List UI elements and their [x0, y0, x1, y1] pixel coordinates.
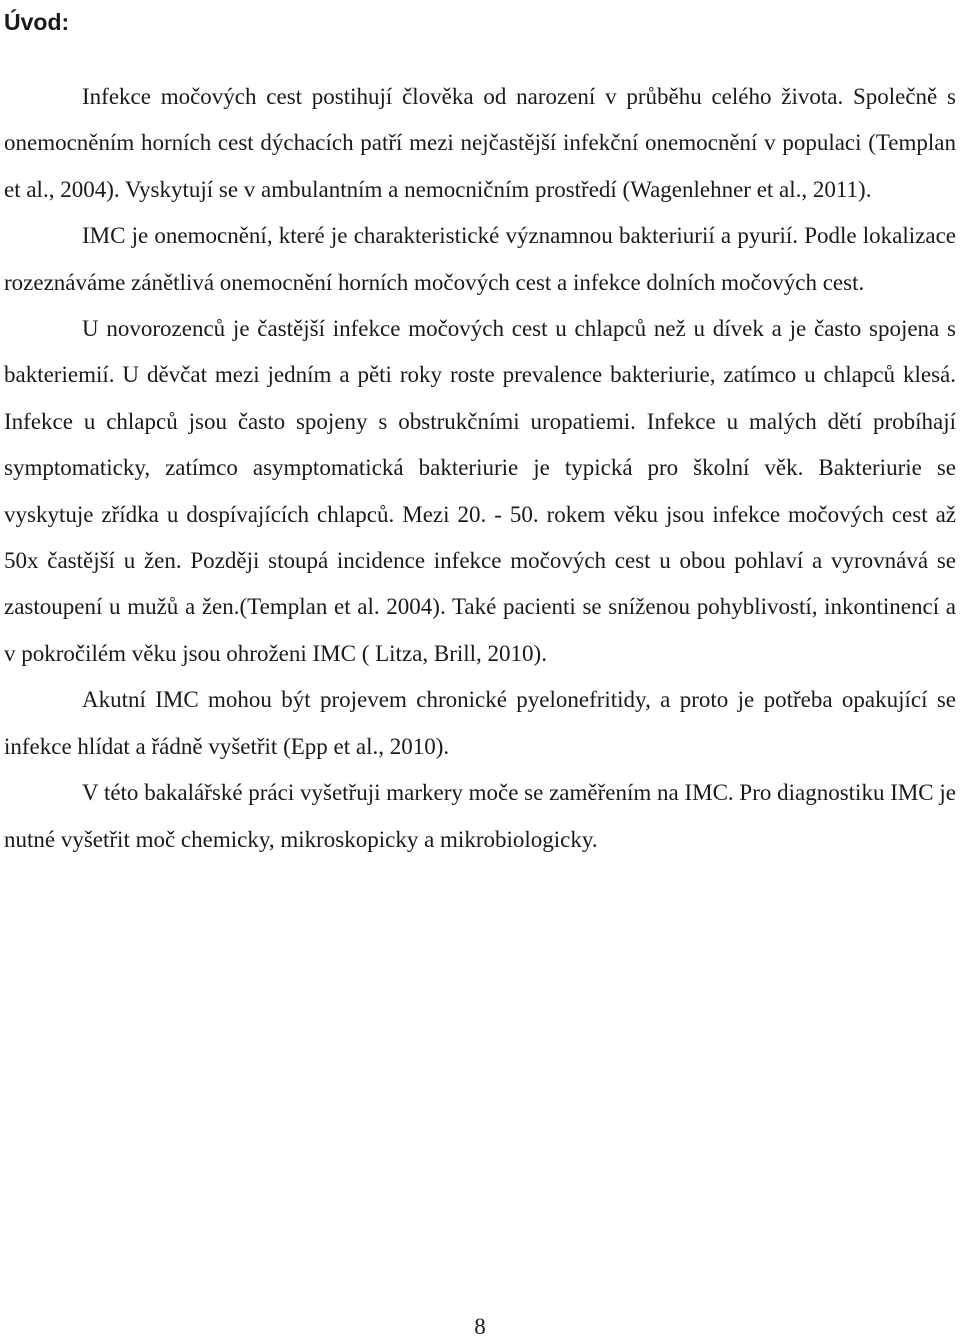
section-heading: Úvod:: [4, 9, 70, 35]
paragraph-5: V této bakalářské práci vyšetřuji markery moče se zaměřením na IMC. Pro diagnostiku IMC je nutné vyšetřit moč chemicky, mikroskopicky a mikrobiologicky.: [4, 780, 956, 852]
paragraph-2: IMC je onemocnění, které je charakteristické významnou bakteriurií a pyurií. Podle lokalizace rozeznáváme zánětlivá onemocnění horních močových cest a infekce dolních močových cest.: [4, 223, 956, 295]
document-body: [4, 74, 956, 863]
paragraph-4: Akutní IMC mohou být projevem chronické pyelonefritidy, a proto je potřeba opakující se infekce hlídat a řádně vyšetřit (Epp et al., 2010).: [4, 687, 956, 759]
page-number: 8: [474, 1314, 486, 1339]
paragraph-1: Infekce močových cest postihují člověka od narození v průběhu celého života. Společně s onemocněním horních cest dýchacích patří mezi nejčastější infekční onemocnění v populaci (Templan et al., 2004). Vyskytují se v ambulantním a nemocničním prostředí (Wagenlehner et al., 2011).: [4, 84, 956, 202]
paragraph-3: U novorozenců je častější infekce močových cest u chlapců než u dívek a je často spojena s bakteriemií. U děvčat mezi jedním a pěti roky roste prevalence bakteriurie, zatímco u chlapců klesá. Infekce u chlapců jsou často spojeny s obstrukčními uropatiemi. Infekce u malých dětí probíhají symptomaticky, zatímco asymptomatická bakteriurie je typická pro školní věk. Bakteriurie se vyskytuje zřídka u dospívajících chlapců. Mezi 20. - 50. rokem věku jsou infekce močových cest až 50x častější u žen. Později stoupá incidence infekce močových cest u obou pohlaví a vyrovnává se zastoupení u mužů a žen.(Templan et al. 2004). Také pacienti se sníženou pohyblivostí, inkontinencí a v pokročilém věku jsou ohroženi IMC ( Litza, Brill, 2010).: [4, 316, 956, 666]
